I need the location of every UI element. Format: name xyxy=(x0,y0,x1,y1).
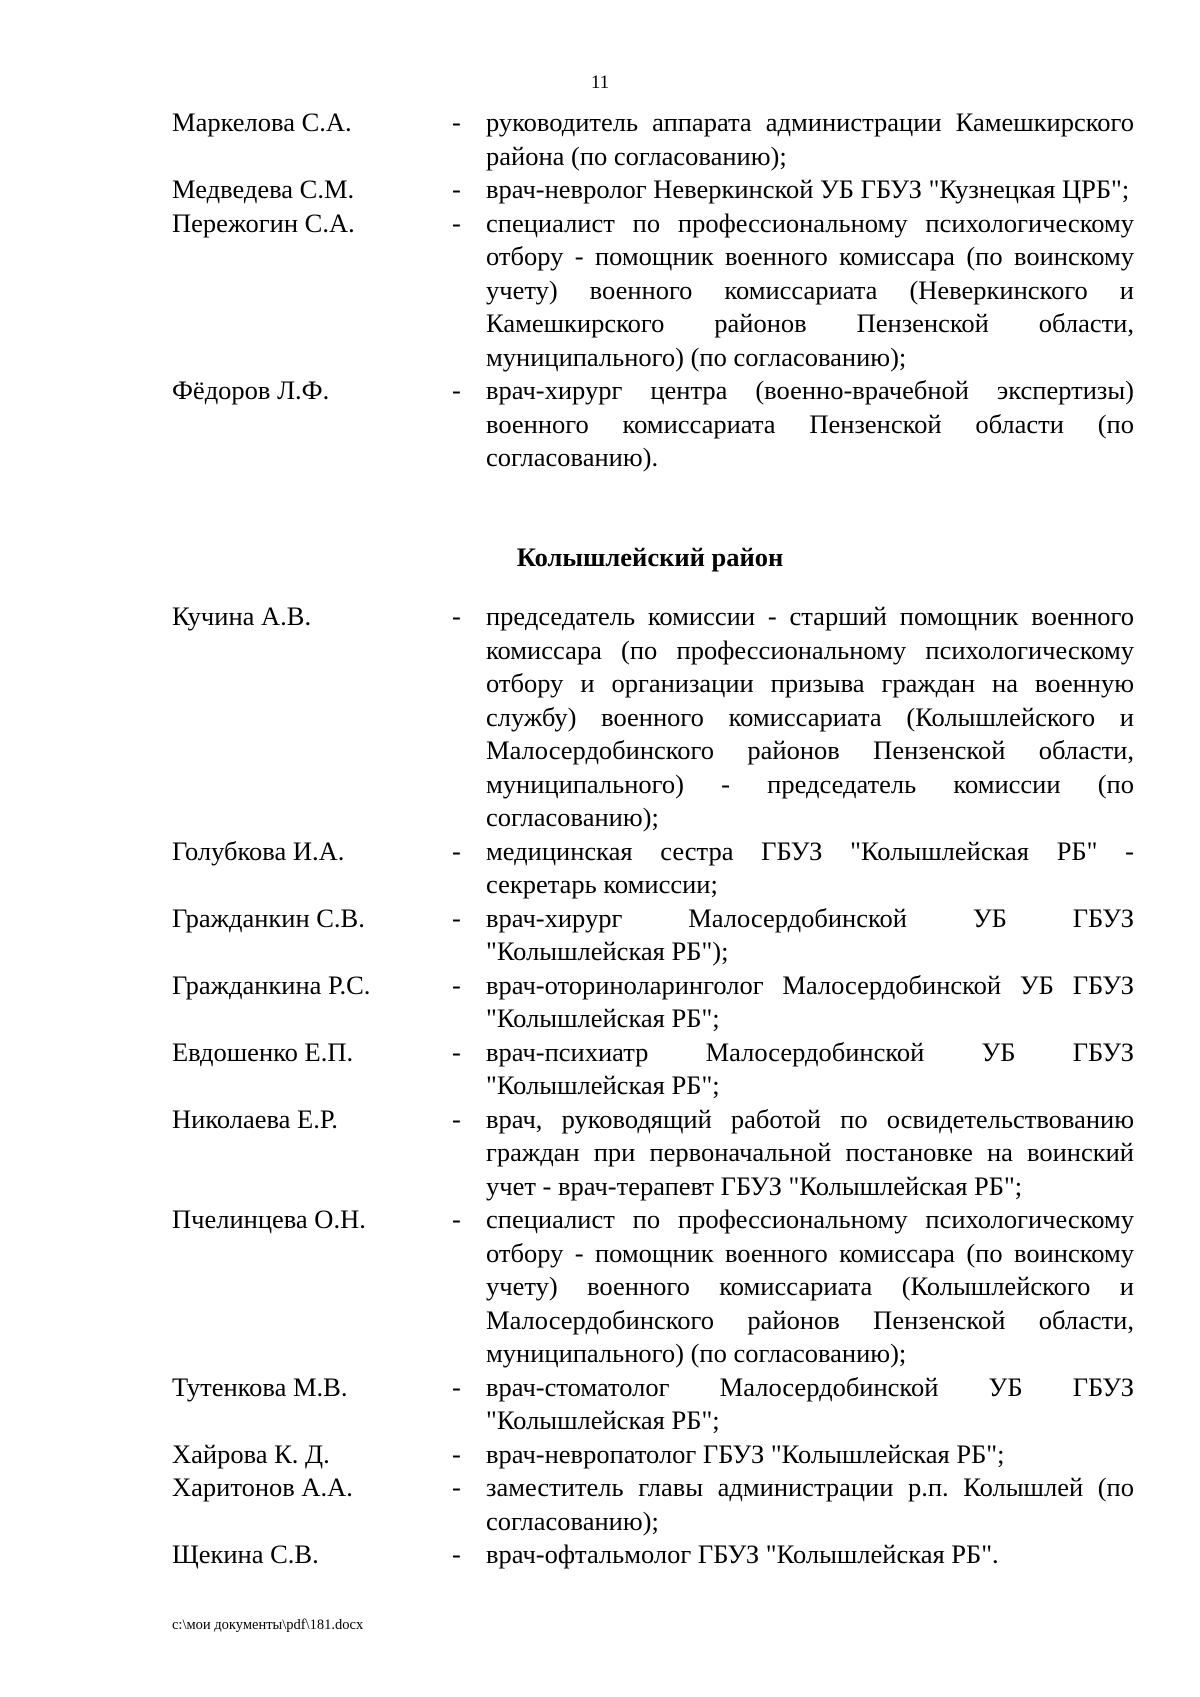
member-position: врач-оториноларинголог Малосердобинской УБ ГБУЗ "Колышлейская РБ"; xyxy=(486,969,1134,1033)
list-item xyxy=(172,1538,1134,1572)
members-list-kameshkirsky xyxy=(172,106,1134,475)
member-name: Гражданкин С.В. xyxy=(172,902,365,933)
list-item xyxy=(172,1471,1134,1538)
dash-separator: - xyxy=(452,207,461,238)
dash-separator: - xyxy=(452,1438,461,1469)
dash-separator: - xyxy=(452,107,461,137)
list-item xyxy=(172,173,1134,207)
member-name: Голубкова И.А. xyxy=(172,835,345,866)
member-position: врач-офтальмолог ГБУЗ "Колышлейская РБ". xyxy=(486,1539,999,1569)
member-position: врач-психиатр Малосердобинской УБ ГБУЗ "Колышлейская РБ"; xyxy=(486,1036,1134,1100)
member-position: врач-хирург Малосердобинской УБ ГБУЗ "Колышлейская РБ"); xyxy=(486,902,1134,966)
dash-separator: - xyxy=(452,902,461,933)
dash-separator: - xyxy=(452,1103,461,1134)
dash-separator: - xyxy=(452,375,461,405)
members-list-kolyshleysky xyxy=(172,600,1134,1572)
dash-separator: - xyxy=(452,1036,461,1067)
member-position: врач-невропатолог ГБУЗ "Колышлейская РБ"; xyxy=(486,1438,1005,1469)
member-position: специалист по профессиональному психологическому отбору - помощник военного комиссара (по воинскому учету) военного комиссариата (Неверкинского и Камешкирского районов Пензенской области, муниципального) (по согласованию); xyxy=(486,207,1134,372)
member-position: врач-хирург центра (военно-врачебной экспертизы) военного комиссариата Пензенской области (по согласованию). xyxy=(486,375,1134,472)
section-heading: Колышлейский район xyxy=(516,542,784,572)
list-item xyxy=(172,902,1134,969)
list-item xyxy=(172,1036,1134,1103)
member-name: Евдошенко Е.П. xyxy=(172,1036,354,1067)
member-name: Тутенкова М.В. xyxy=(172,1371,348,1402)
dash-separator: - xyxy=(452,1204,461,1234)
member-position: врач-невролог Неверкинской УБ ГБУЗ "Кузнецкая ЦРБ"; xyxy=(486,174,1130,204)
member-position: заместитель главы администрации р.п. Колышлей (по согласованию); xyxy=(486,1472,1134,1536)
list-item xyxy=(172,1103,1134,1204)
list-item xyxy=(172,969,1134,1036)
member-name: Щекина С.В. xyxy=(172,1539,319,1569)
page-number: 11 xyxy=(590,72,610,93)
dash-separator: - xyxy=(452,1539,461,1569)
member-name: Харитонов А.А. xyxy=(172,1472,353,1502)
member-name: Николаева Е.Р. xyxy=(172,1103,338,1134)
list-item xyxy=(172,1371,1134,1438)
dash-separator: - xyxy=(452,835,461,866)
member-position: медицинская сестра ГБУЗ "Колышлейская РБ" - секретарь комиссии; xyxy=(486,835,1134,899)
member-name: Кучина А.В. xyxy=(172,601,312,631)
dash-separator: - xyxy=(452,601,461,631)
member-position: врач, руководящий работой по освидетельствованию граждан при первоначальной постановке на воинский учет - врач-терапевт ГБУЗ "Колышлейская РБ"; xyxy=(486,1103,1134,1201)
footer-file-path: c:\мои документы\pdf\181.docx xyxy=(172,1617,364,1633)
dash-separator: - xyxy=(452,1371,461,1402)
list-item xyxy=(172,1438,1134,1472)
member-position: руководитель аппарата администрации Камешкирского района (по согласованию); xyxy=(486,107,1134,171)
member-position: врач-стоматолог Малосердобинской УБ ГБУЗ "Колышлейская РБ"; xyxy=(486,1371,1134,1435)
member-position: председатель комиссии - старший помощник военного комиссара (по профессиональному психологическому отбору и организации призыва граждан на военную службу) военного комиссариата (Колышлейского и Малосердобинского районов Пензенской области, муниципального) - председатель комиссии (по согласованию); xyxy=(486,601,1134,832)
dash-separator: - xyxy=(452,1472,461,1502)
list-item xyxy=(172,207,1134,375)
list-item xyxy=(172,600,1134,835)
member-position: специалист по профессиональному психологическому отбору - помощник военного комиссара (по воинскому учету) военного комиссариата (Колышлейского и Малосердобинского районов Пензенской области, муниципального) (по согласованию); xyxy=(486,1204,1134,1368)
list-item xyxy=(172,374,1134,475)
member-name: Медведева С.М. xyxy=(172,174,355,204)
dash-separator: - xyxy=(452,969,461,1000)
member-name: Фёдоров Л.Ф. xyxy=(172,375,330,405)
dash-separator: - xyxy=(452,174,461,204)
member-name: Маркелова С.А. xyxy=(172,107,352,137)
list-item xyxy=(172,1203,1134,1371)
list-item xyxy=(172,835,1134,902)
member-name: Хайрова К. Д. xyxy=(172,1438,330,1469)
member-name: Пчелинцева О.Н. xyxy=(172,1204,366,1234)
member-name: Пережогин С.А. xyxy=(172,207,355,238)
member-name: Гражданкина Р.С. xyxy=(172,969,371,1000)
list-item xyxy=(172,106,1134,173)
